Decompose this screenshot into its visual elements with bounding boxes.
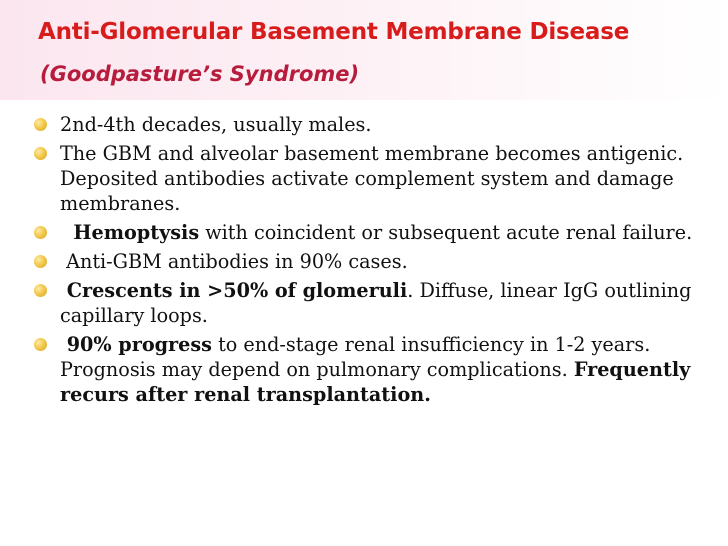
bullet-bold-text: Crescents in >50% of glomeruli — [60, 279, 408, 302]
bullet-item — [34, 112, 720, 137]
bullet-dot-icon — [34, 338, 47, 351]
bullet-bold-text: Hemoptysis — [60, 221, 200, 244]
bullet-text: to end-stage renal insufficiency in 1-2 years. Prognosis may depend on pulmonary complications. — [60, 333, 651, 381]
bullet-item — [34, 332, 720, 407]
bullet-dot-icon — [34, 255, 47, 268]
slide-subtitle: (Goodpasture’s Syndrome) — [40, 62, 360, 86]
bullet-list — [34, 112, 720, 411]
bullet-dot-icon — [34, 118, 47, 131]
bullet-bold-text: Frequently recurs after renal transplantation. — [60, 358, 691, 406]
bullet-text: with coincident or subsequent acute renal failure. — [199, 221, 693, 244]
bullet-dot-icon — [34, 284, 47, 297]
slide-title: Anti-Glomerular Basement Membrane Disease — [38, 19, 630, 45]
bullet-item — [34, 141, 720, 216]
bullet-dot-icon — [34, 147, 47, 160]
bullet-item — [34, 278, 720, 328]
bullet-item — [34, 249, 720, 274]
bullet-item — [34, 220, 720, 245]
bullet-text: The GBM and alveolar basement membrane becomes antigenic. Deposited antibodies activate complement system and damage membranes. — [60, 142, 684, 215]
bullet-text: 2nd-4th decades, usually males. — [60, 113, 372, 136]
bullet-dot-icon — [34, 226, 47, 239]
bullet-text: Anti-GBM antibodies in 90% cases. — [60, 250, 408, 273]
bullet-bold-text: 90% progress — [60, 333, 212, 356]
bullet-text: . Diffuse, linear IgG outlining capillary loops. — [60, 279, 692, 327]
